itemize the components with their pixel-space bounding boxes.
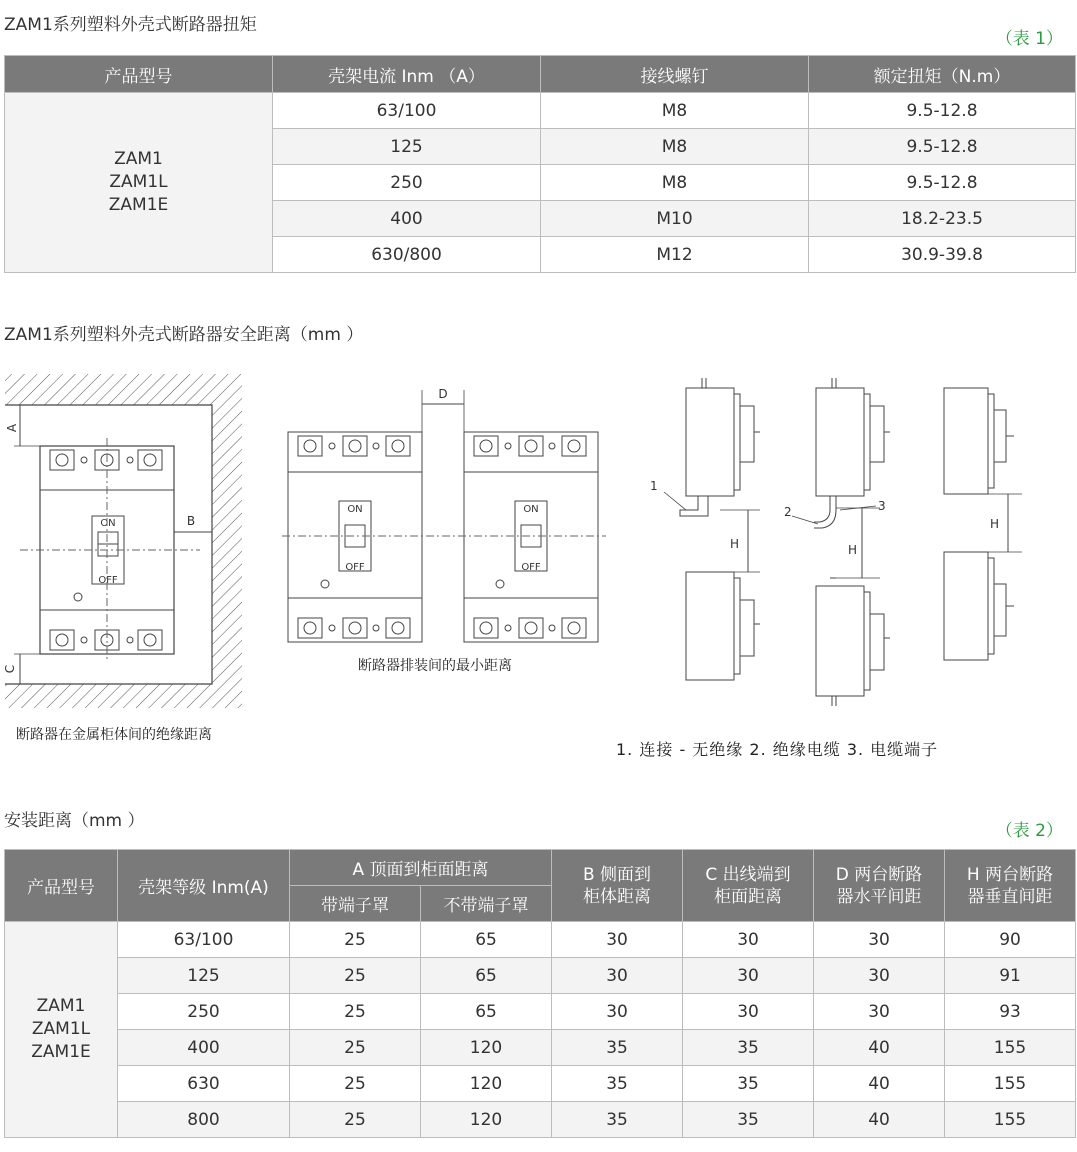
header-c	[683, 850, 814, 922]
header-c-line: C 出线端到	[705, 864, 791, 885]
torque-title: ZAM1系列塑料外壳式断路器扭矩	[4, 15, 257, 35]
table-row	[5, 1066, 1076, 1102]
dim-h-label: H	[990, 517, 1000, 531]
cell: 40	[814, 1030, 945, 1066]
dim-h-label: H	[848, 543, 858, 557]
cell: 93	[945, 994, 1076, 1030]
cell: 30	[683, 994, 814, 1030]
header-b-line: 柜体距离	[583, 886, 652, 907]
torque-table	[4, 55, 1076, 273]
side-by-side-diagram	[282, 390, 606, 642]
header-c-line: 柜面距离	[714, 886, 783, 907]
model-cell	[5, 93, 273, 273]
header-frame-grade: 壳架等级 Inm(A)	[118, 850, 290, 922]
side-by-side-caption: 断路器排装间的最小距离	[358, 658, 512, 674]
cell: 400	[118, 1030, 290, 1066]
header-torque: 额定扭矩（N.m）	[809, 56, 1076, 93]
header-screw: 接线螺钉	[541, 56, 809, 93]
dim-a-label: A	[5, 423, 19, 433]
cabinet-diagram	[3, 374, 242, 708]
cell: 35	[683, 1066, 814, 1102]
cell: 91	[945, 958, 1076, 994]
cell: 25	[290, 958, 421, 994]
cell: 30	[814, 922, 945, 958]
safety-title: ZAM1系列塑料外壳式断路器安全距离（mm ）	[4, 325, 364, 345]
cell-torque: 18.2-23.5	[809, 201, 1076, 237]
table-row	[5, 93, 1076, 129]
cell: 25	[290, 994, 421, 1030]
cabinet-caption: 断路器在金属柜体间的绝缘距离	[16, 727, 212, 743]
cell-current: 125	[273, 129, 541, 165]
header-d-line: 器水平间距	[836, 886, 922, 907]
cell-current: 630/800	[273, 237, 541, 273]
off-label: OFF	[521, 562, 541, 573]
cell: 155	[945, 1066, 1076, 1102]
dim-d-label: D	[438, 387, 448, 401]
cell-screw: M12	[541, 237, 809, 273]
num-2-label: 2	[784, 505, 792, 519]
cell: 40	[814, 1066, 945, 1102]
cell: 25	[290, 1102, 421, 1138]
cell-torque: 9.5-12.8	[809, 129, 1076, 165]
cell: 30	[683, 922, 814, 958]
cell: 35	[683, 1102, 814, 1138]
header-b-line: B 侧面到	[582, 864, 652, 885]
cell-screw: M8	[541, 165, 809, 201]
header-frame-current: 壳架电流 Inm （A）	[273, 56, 541, 93]
cell: 65	[421, 994, 552, 1030]
breaker-left	[288, 432, 422, 642]
cell: 800	[118, 1102, 290, 1138]
cell-screw: M8	[541, 93, 809, 129]
cell: 30	[814, 994, 945, 1030]
table-row	[5, 994, 1076, 1030]
header-model: 产品型号	[5, 850, 118, 922]
cell: 35	[552, 1030, 683, 1066]
cell: 630	[118, 1066, 290, 1102]
table-2-tag: （表 2）	[995, 821, 1063, 841]
model-line: ZAM1E	[108, 195, 169, 215]
on-label: ON	[100, 518, 116, 529]
header-h-line: H 两台断路	[966, 864, 1054, 885]
cell: 30	[814, 958, 945, 994]
cell: 120	[421, 1102, 552, 1138]
header-a-without-cover: 不带端子罩	[421, 886, 552, 922]
off-label: OFF	[98, 575, 118, 586]
cell: 40	[814, 1102, 945, 1138]
cell-torque: 9.5-12.8	[809, 93, 1076, 129]
install-title: 安装距离（mm ）	[4, 811, 145, 831]
cell: 25	[290, 1030, 421, 1066]
cell: 65	[421, 958, 552, 994]
cell: 125	[118, 958, 290, 994]
header-d-line: D 两台断路	[835, 864, 923, 885]
table-row	[5, 1030, 1076, 1066]
cell: 30	[552, 994, 683, 1030]
cell-torque: 9.5-12.8	[809, 165, 1076, 201]
safety-diagram	[0, 360, 1077, 730]
connection-legend: 1. 连接 - 无绝缘 2. 绝缘电缆 3. 电缆端子	[616, 740, 939, 759]
cell-torque: 30.9-39.8	[809, 237, 1076, 273]
cell-screw: M10	[541, 201, 809, 237]
cell: 90	[945, 922, 1076, 958]
table-row	[5, 922, 1076, 958]
on-label: ON	[347, 504, 363, 515]
cell: 35	[552, 1066, 683, 1102]
install-table	[4, 849, 1076, 1138]
header-h-line: 器垂直间距	[967, 886, 1053, 907]
cell: 30	[683, 958, 814, 994]
on-label: ON	[523, 504, 539, 515]
cell: 155	[945, 1030, 1076, 1066]
header-d	[814, 850, 945, 922]
vertical-spacing-diagram	[664, 378, 1022, 706]
model-cell	[5, 922, 118, 1138]
cell: 250	[118, 994, 290, 1030]
cell-current: 63/100	[273, 93, 541, 129]
table-row	[5, 958, 1076, 994]
header-b	[552, 850, 683, 922]
dim-b-label: B	[186, 514, 196, 528]
breaker-right	[464, 432, 598, 642]
cell-current: 400	[273, 201, 541, 237]
cell-current: 250	[273, 165, 541, 201]
cell: 155	[945, 1102, 1076, 1138]
model-line: ZAM1L	[31, 1019, 91, 1039]
model-line: ZAM1E	[31, 1042, 91, 1062]
cell: 30	[552, 922, 683, 958]
model-line: ZAM1	[36, 996, 86, 1016]
cell: 35	[552, 1102, 683, 1138]
cell: 120	[421, 1066, 552, 1102]
table-row	[5, 1102, 1076, 1138]
cell: 65	[421, 922, 552, 958]
cell: 120	[421, 1030, 552, 1066]
header-h	[945, 850, 1076, 922]
off-label: OFF	[345, 562, 365, 573]
table-1-tag: （表 1）	[995, 29, 1063, 49]
dim-c-label: C	[3, 664, 17, 674]
cell: 63/100	[118, 922, 290, 958]
num-3-label: 3	[878, 499, 886, 513]
cell-screw: M8	[541, 129, 809, 165]
model-line: ZAM1	[114, 149, 163, 169]
model-line: ZAM1L	[109, 172, 168, 192]
cell: 30	[552, 958, 683, 994]
header-a-group: A 顶面到柜面距离	[290, 850, 552, 886]
cell: 25	[290, 922, 421, 958]
dim-h-label: H	[730, 537, 740, 551]
header-model: 产品型号	[5, 56, 273, 93]
cell: 25	[290, 1066, 421, 1102]
header-a-with-cover: 带端子罩	[290, 886, 421, 922]
cell: 35	[683, 1030, 814, 1066]
num-1-label: 1	[650, 479, 658, 493]
